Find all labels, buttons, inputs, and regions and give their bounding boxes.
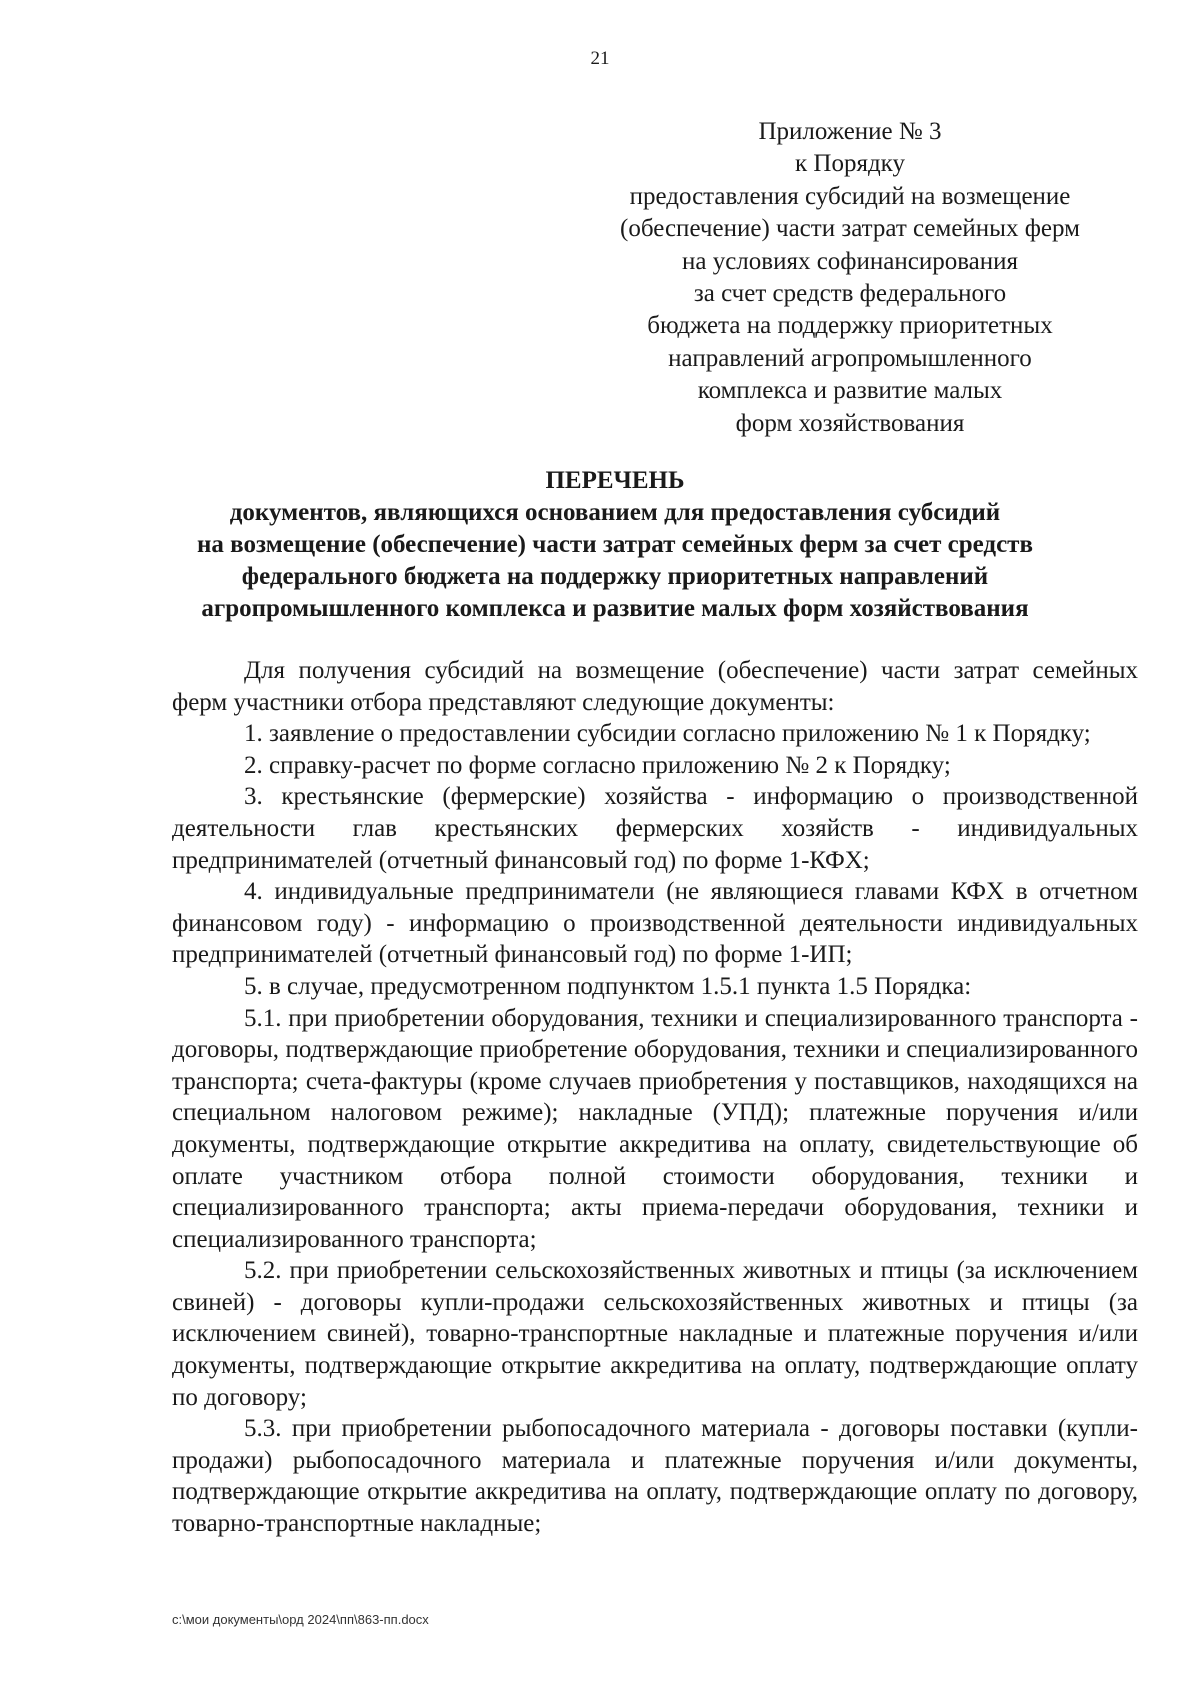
document-body [172,655,1138,1540]
body-paragraph-item-5-1: 5.1. при приобретении оборудования, техники и специализированного транспорта - договоры, подтверждающие приобретение оборудования, техники и специализированного транспорта; счета-фактуры (кроме случаев приобретения у поставщиков, находящихся на специальном налоговом режиме); накладные (УПД); платежные поручения и/или документы, подтверждающие открытие аккредитива на оплату, свидетельствующие об оплате участником отбора полной стоимости оборудования, техники и специализированного транспорта; акты приема-передачи оборудования, техники и специализированного транспорта; [172,1004,1138,1253]
appendix-line: направлений агропромышленного [668,344,1032,372]
body-paragraph-item-5-2: 5.2. при приобретении сельскохозяйственных животных и птицы (за исключением свиней) - договоры купли-продажи сельскохозяйственных животных и птицы (за исключением свиней), товарно-транспортные накладные и платежные поручения и/или документы, подтверждающие открытие аккредитива на оплату, подтверждающие оплату по договору; [172,1257,1138,1411]
body-paragraph-item-1: 1. заявление о предоставлении субсидии согласно приложению № 1 к Порядку; [244,720,1091,748]
title-heading: ПЕРЕЧЕНЬ [545,467,685,494]
body-paragraph-item-2: 2. справку-расчет по форме согласно приложению № 2 к Порядку; [244,751,951,779]
appendix-line: Приложение № 3 [758,118,942,145]
appendix-line: форм хозяйствования [735,409,965,437]
body-paragraph-item-5: 5. в случае, предусмотренном подпунктом 1.5.1 пункта 1.5 Порядка: [244,972,972,1000]
appendix-line: предоставления субсидий на возмещение [629,182,1071,210]
page-number: 21 [590,48,610,69]
appendix-line: за счет средств федерального [693,280,1007,308]
appendix-header [600,116,1100,440]
appendix-line: комплекса и развитие малых [697,377,1003,405]
appendix-line: (обеспечение) части затрат семейных ферм [620,215,1080,243]
appendix-line: бюджета на поддержку приоритетных [647,312,1053,340]
appendix-line: к Порядку [795,150,905,178]
title-line: на возмещение (обеспечение) части затрат семейных ферм за счет средств [197,531,1033,558]
footer-file-path: c:\мои документы\орд 2024\пп\863-пп.docx [172,1612,429,1627]
title-line: документов, являющихся основанием для предоставления субсидий [229,499,1001,526]
body-paragraph-item-4: 4. индивидуальные предприниматели (не являющиеся главами КФХ в отчетном финансовом году) - информацию о производственной деятельности индивидуальных предпринимателей (отчетный финансовый год) по форме 1-ИП; [172,878,1138,969]
body-paragraph-intro: Для получения субсидий на возмещение (обеспечение) части затрат семейных ферм участники отбора представляют следующие документы: [172,657,1138,716]
document-title [150,465,1080,625]
appendix-line: на условиях софинансирования [681,247,1019,275]
body-paragraph-item-3: 3. крестьянские (фермерские) хозяйства - информацию о производственной деятельности глав крестьянских фермерских хозяйств - индивидуальных предпринимателей (отчетный финансовый год) по форме 1-КФХ; [172,783,1138,874]
title-line: агропромышленного комплекса и развитие малых форм хозяйствования [201,595,1029,622]
title-line: федерального бюджета на поддержку приоритетных направлений [241,563,989,590]
body-paragraph-item-5-3: 5.3. при приобретении рыбопосадочного материала - договоры поставки (купли-продажи) рыбопосадочного материала и платежные поручения и/или документы, подтверждающие открытие аккредитива на оплату, подтверждающие оплату по договору, товарно-транспортные накладные; [172,1415,1138,1538]
